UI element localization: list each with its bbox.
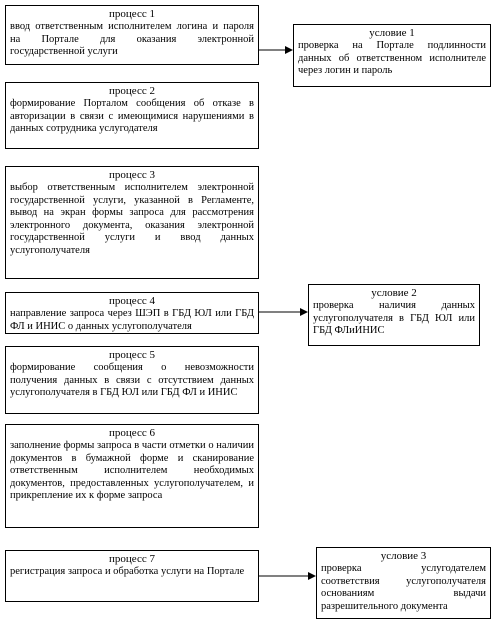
process-7-title: процесс 7	[109, 553, 155, 565]
process-5-title: процесс 5	[109, 349, 155, 361]
condition-3-text: проверка услугодателем соответствия услугополучателя основаниям выдачи разрешительного документа	[321, 563, 486, 612]
process-1-title: процесс 1	[109, 8, 155, 20]
process-2-text: формирование Порталом сообщения об отказе в авторизации в связи с имеющимися нарушениями в данных сотрудника услугодателя	[10, 98, 254, 134]
process-1-text: ввод ответственным исполнителем логина и пароля на Портале для оказания электронной государственной услуги	[10, 21, 254, 57]
process-4-text: направление запроса через ШЭП в ГБД ЮЛ или ГБД ФЛ и ИНИС о данных услугополучателя	[10, 308, 254, 332]
condition-2-title: условие 2	[371, 287, 417, 299]
process-2-title: процесс 2	[109, 85, 155, 97]
condition-2-text: проверка наличия данных услугополучателя в ГБД ЮЛ или ГБД ФЛиИНИС	[313, 300, 475, 336]
condition-1-title: условие 1	[369, 27, 415, 39]
process-7-text: регистрация запроса и обработка услуги на Портале	[10, 566, 245, 577]
condition-3-title: условие 3	[380, 550, 427, 562]
process-4-title: процесс 4	[109, 295, 155, 307]
condition-1-text: проверка на Портале подлинности данных об ответственном исполнителе через логин и пароль	[298, 40, 486, 76]
process-3-text: выбор ответственным исполнителем электронной государственной услуги, указанной в Регламенте, вывод на экран формы запроса для рассмотрения электронного документа, оказания электронной государственной услуги и ввод данных услугополучателя	[10, 182, 254, 256]
process-6-title: процесс 6	[109, 427, 155, 439]
process-3-title: процесс 3	[109, 169, 155, 181]
process-5-text: формирование сообщения о невозможности получения данных в связи с отсутствием данных услугополучателя в ГБД ЮЛ или ГБД ФЛ и ИНИС	[10, 362, 254, 398]
process-6-text: заполнение формы запроса в части отметки о наличии документов в бумажной форме и сканирование ответственным исполнителем необходимых документов, предоставленных услугополучателем, и прикрепление их к форме запроса	[10, 440, 254, 501]
